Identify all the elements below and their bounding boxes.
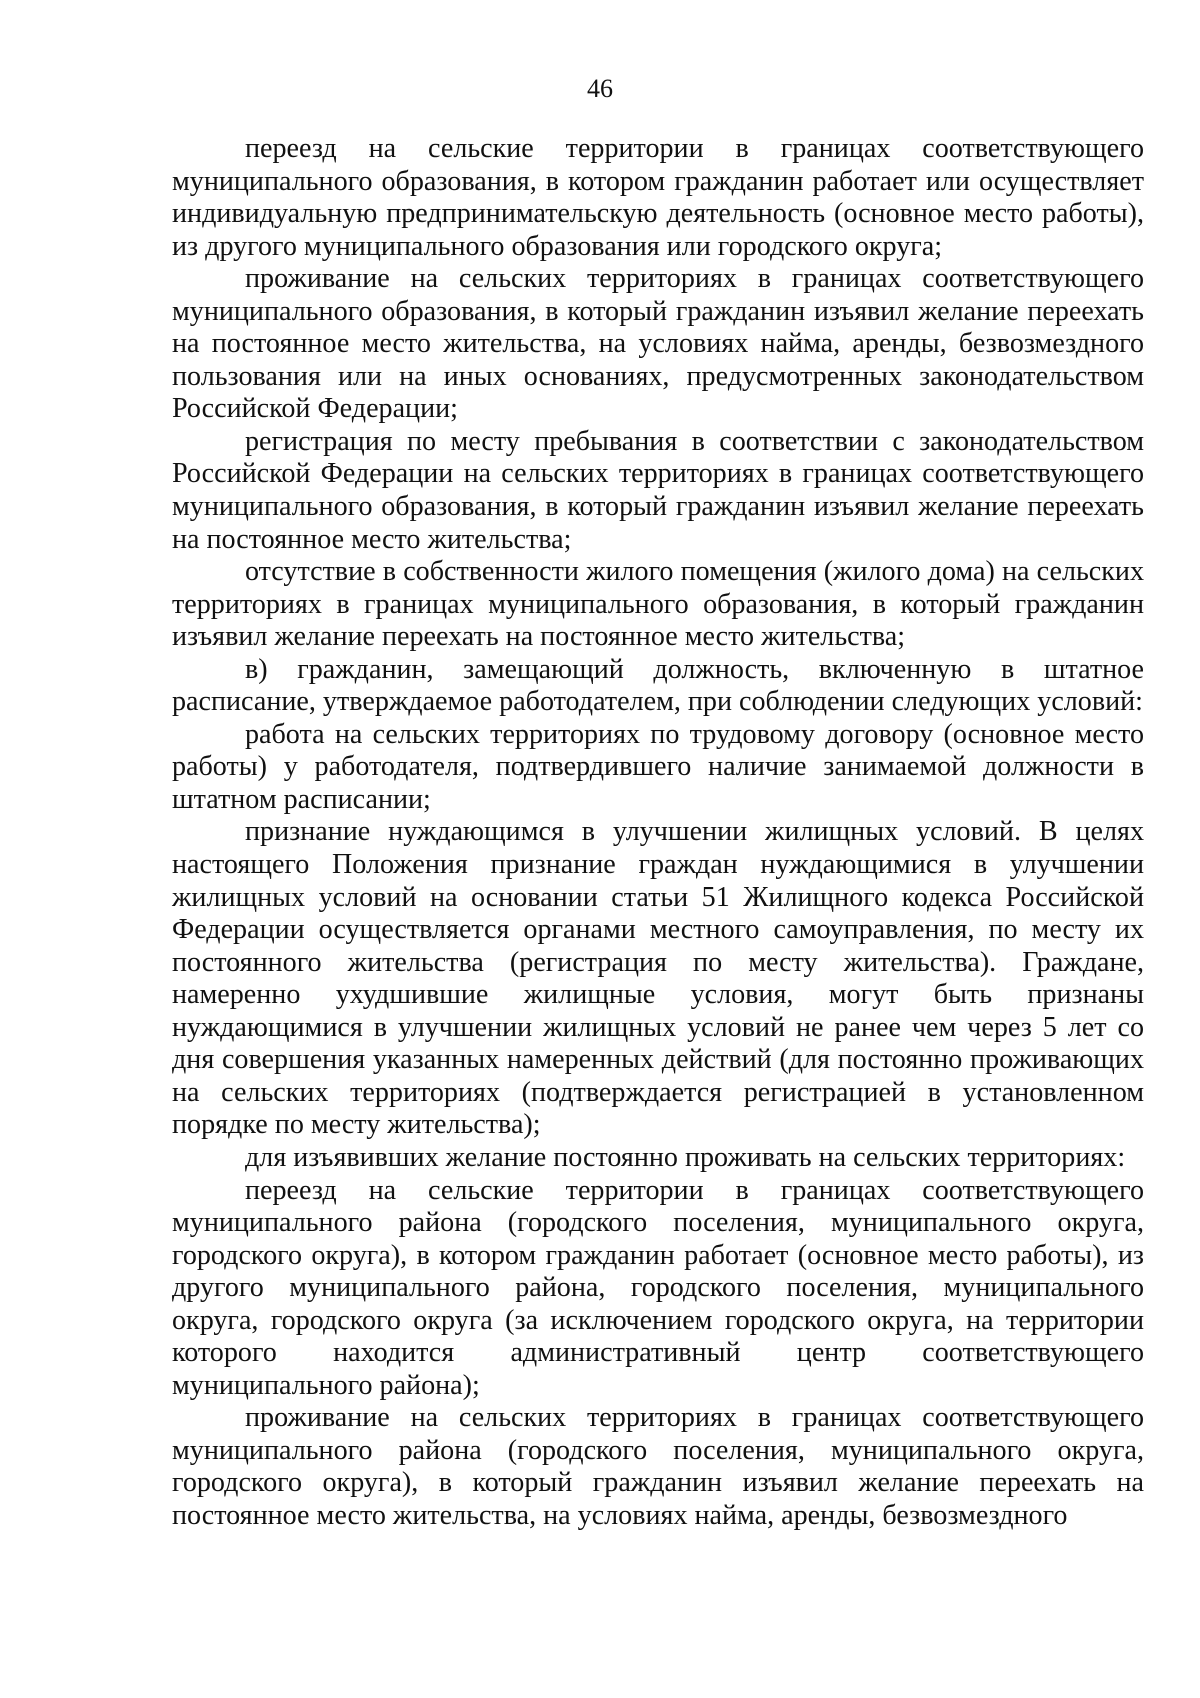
paragraph: переезд на сельские территории в границах соответствующего муниципального образования, в котором гражданин работает или осуществляет индивидуальную предпринимательскую деятельность (основное место работы), из другого муниципального образования или городского округа; [172, 133, 1144, 262]
page-number: 46 [587, 74, 613, 103]
paragraph: регистрация по месту пребывания в соответствии с законодательством Российской Федерации на сельских территориях в границах соответствующего муниципального образования, в который гражданин изъявил желание переехать на постоянное место жительства; [172, 425, 1144, 555]
paragraph: признание нуждающимся в улучшении жилищных условий. В целях настоящего Положения признание граждан нуждающимися в улучшении жилищных условий на основании статьи 51 Жилищного кодекса Российской Федерации осуществляется органами местного самоуправления, по месту их постоянного жительства (регистрация по месту жительства). Граждане, намеренно ухудшившие жилищные условия, могут быть признаны нуждающимися в улучшении жилищных условий не ранее чем через 5 лет со дня совершения указанных намеренных действий (для постоянно проживающих на сельских территориях (подтверждается регистрацией в установленном порядке по месту жительства); [172, 816, 1144, 1141]
paragraph: отсутствие в собственности жилого помещения (жилого дома) на сельских территориях в границах муниципального образования, в который гражданин изъявил желание переехать на постоянное место жительства; [172, 556, 1144, 653]
paragraph: в) гражданин, замещающий должность, включенную в штатное расписание, утверждаемое работодателем, при соблюдении следующих условий: [172, 653, 1144, 718]
paragraph: проживание на сельских территориях в границах соответствующего муниципального района (городского поселения, муниципального округа, городского округа), в который гражданин изъявил желание переехать на постоянное место жительства, на условиях найма, аренды, безвозмездного [172, 1402, 1144, 1531]
paragraph: для изъявивших желание постоянно проживать на сельских территориях: [245, 1141, 1126, 1173]
paragraph: переезд на сельские территории в границах соответствующего муниципального района (городского поселения, муниципального округа, городского округа), в котором гражданин работает (основное место работы), из другого муниципального района, городского поселения, муниципального округа, городского округа (за исключением городского округа, на территории которого находится административный центр соответствующего муниципального района); [172, 1174, 1144, 1401]
paragraph: работа на сельских территориях по трудовому договору (основное место работы) у работодателя, подтвердившего наличие занимаемой должности в штатном расписании; [172, 718, 1144, 815]
document-body [172, 133, 1144, 1533]
paragraph: проживание на сельских территориях в границах соответствующего муниципального образования, в который гражданин изъявил желание переехать на постоянное место жительства, на условиях найма, аренды, безвозмездного пользования или на иных основаниях, предусмотренных законодательством Российской Федерации; [172, 263, 1144, 425]
